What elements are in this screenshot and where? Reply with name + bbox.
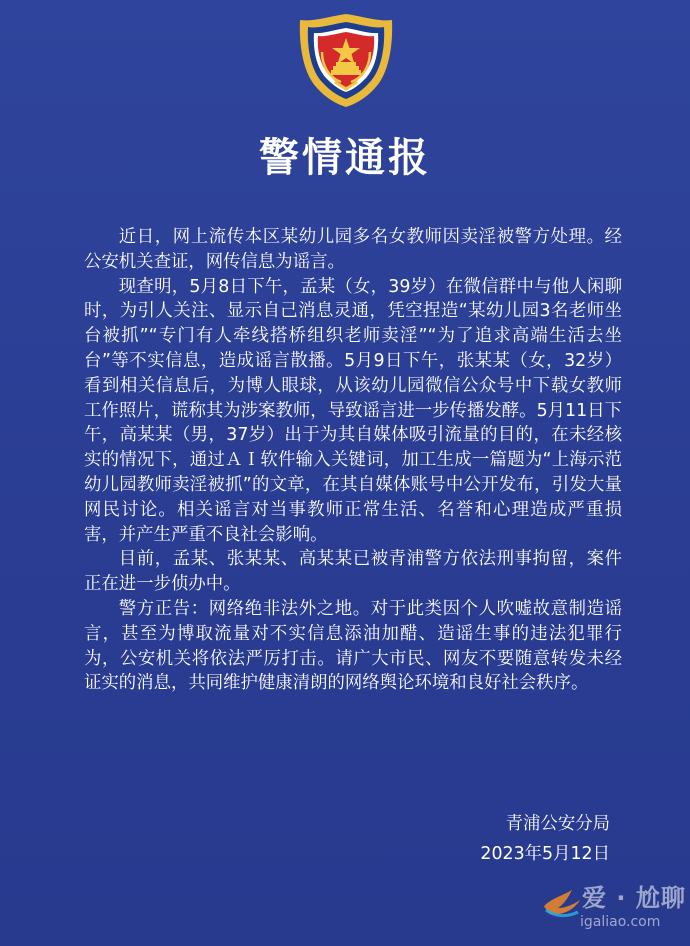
bird-logo-icon [540, 880, 584, 920]
notice-title: 警情通报 [259, 135, 431, 181]
notice-body [84, 225, 622, 696]
paragraph-warning: 警方正告：网络绝非法外之地。对于此类因个人吹嘘故意制造谣言，甚至为博取流量对不实信息添油加醋、造谣生事的违法犯罪行为，公安机关将依法严厉打击。请广大市民、网友不要随意转发未经证实的消息，共同维护健康清朗的网络舆论环境和良好社会秩序。 [84, 598, 622, 694]
watermark-text: 爱 · 尬聊 [582, 884, 686, 912]
signature-block [480, 810, 610, 870]
paragraph-details: 现查明，5月8日下午，孟某（女，39岁）在微信群中与他人闲聊时，为引人关注、显示自己消息灵通，凭空捏造“某幼儿园3名老师坐台被抓”“专门有人牵线搭桥组织老师卖淫”“为了追求高端生活去坐台”等不实信息，造成谣言散播。5月9日下午，张某某（女，32岁）看到相关信息后，为博人眼球，从该幼儿园微信公众号中下载女教师工作照片，谎称其为涉案教师，导致谣言进一步传播发酵。5月11日下午，高某某（男，37岁）出于为其自媒体吸引流量的目的，在未经核实的情况下，通过ＡＩ软件输入关键词，加工生成一篇题为“上海示范幼儿园教师卖淫被抓”的文章，在其自媒体账号中公开发布，引发大量网民讨论。相关谣言对当事教师正常生活、名誉和心理造成严重损害，并产生严重不良社会影响。 [84, 276, 622, 545]
watermark [540, 872, 690, 942]
issue-date: 2023年5月12日 [480, 844, 610, 864]
paragraph-intro: 近日，网上流传本区某幼儿园多名女教师因卖淫被警方处理。经公安机关查证，网传信息为谣言。 [84, 227, 622, 272]
watermark-url: igaliao.com [580, 914, 661, 930]
issuing-organization: 青浦公安分局 [505, 814, 610, 834]
police-emblem-icon [295, 12, 397, 108]
paragraph-status: 目前，孟某、张某某、高某某已被青浦警方依法刑事拘留，案件正在进一步侦办中。 [84, 549, 622, 595]
